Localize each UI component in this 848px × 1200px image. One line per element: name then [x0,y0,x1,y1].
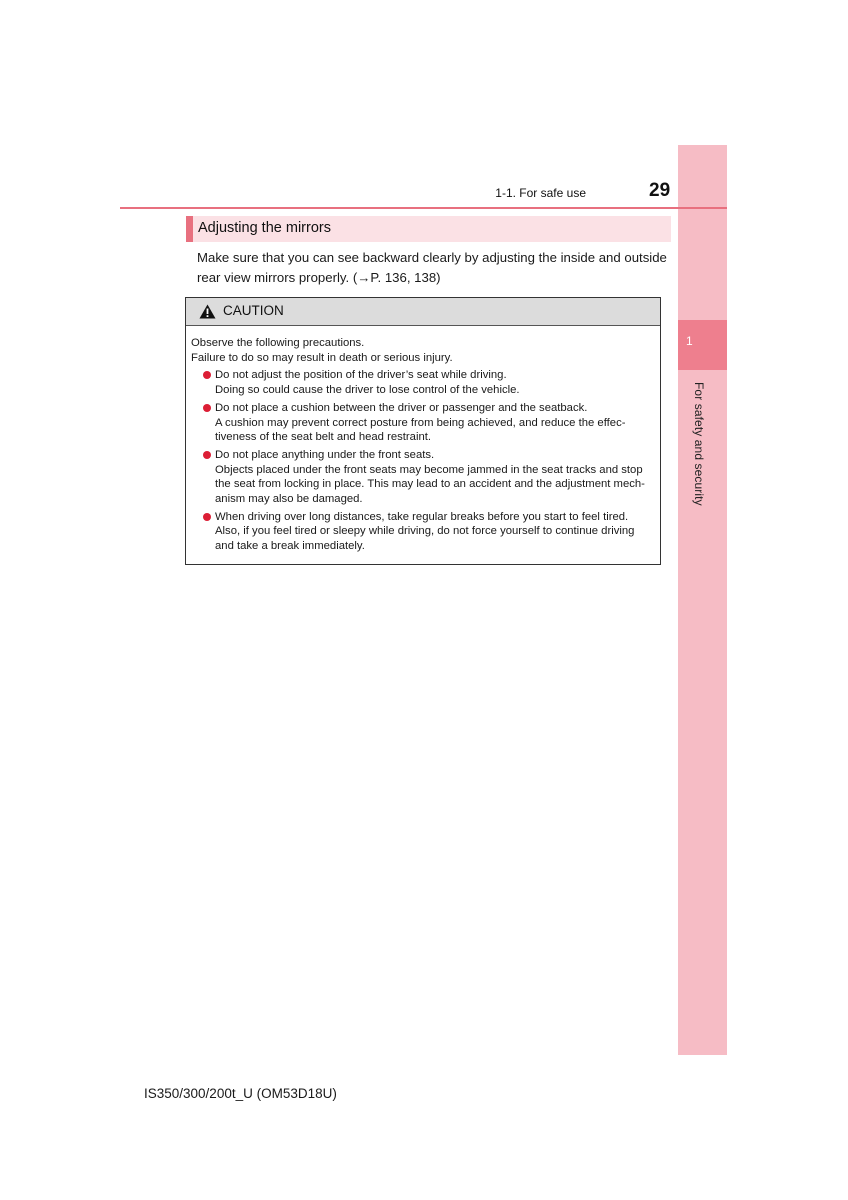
caution-item [191,448,657,507]
caution-intro-line: Failure to do so may result in death or serious injury. [191,351,453,364]
caution-item [191,401,657,445]
section-heading-bar [186,216,193,242]
caution-item-line: and take a break immediately. [215,540,365,553]
section-heading [186,216,671,242]
caution-box [185,297,661,565]
caution-item-line: Do not adjust the position of the driver’s seat while driving. [215,369,507,382]
header-rule [120,207,727,209]
caution-intro-line: Observe the following precautions. [191,337,365,349]
caution-list [191,368,657,553]
running-header-section: 1-1. For safe use [495,186,586,200]
caution-item-line: tiveness of the seat belt and head restraint. [215,431,432,444]
chapter-number: 1 [686,334,693,348]
caution-item-line: Do not place a cushion between the driver or passenger and the seatback. [215,401,588,414]
caution-item-line: Do not place anything under the front seats. [215,448,435,461]
section-intro-line: Make sure that you can see backward clearly by adjusting the inside and outside [197,250,667,265]
caution-item-line: Doing so could cause the driver to lose control of the vehicle. [215,384,520,397]
chapter-side-tab [678,145,727,1055]
section-intro-line: rear view mirrors properly. (→P. 136, 138) [197,270,441,285]
bullet-dot-icon [203,404,211,412]
caution-item-line: A cushion may prevent correct posture from being achieved, and reduce the effec- [215,416,626,429]
bullet-dot-icon [203,371,211,379]
warning-triangle-icon [199,304,216,319]
bullet-dot-icon [203,513,211,521]
caution-item-line: When driving over long distances, take regular breaks before you start to feel tired. [215,510,629,523]
caution-item-line: Also, if you feel tired or sleepy while driving, do not force yourself to continue driving [215,525,635,538]
caution-item-line: anism may also be damaged. [215,493,363,506]
section-intro [197,248,667,288]
caution-item-line: the seat from locking in place. This may lead to an accident and the adjustment mech- [215,478,645,491]
section-title: Adjusting the mirrors [198,220,331,236]
page-number: 29 [649,180,671,201]
footer-model-code: IS350/300/200t_U (OM53D18U) [144,1086,337,1101]
caution-title: CAUTION [223,303,284,318]
caution-item [191,510,657,554]
caution-body [191,336,657,557]
caution-header [186,298,660,326]
chapter-number-tab[interactable] [678,320,727,370]
chapter-title-vertical: For safety and security [692,382,706,506]
caution-item [191,368,657,397]
caution-item-line: Objects placed under the front seats may become jammed in the seat tracks and stop [215,463,643,476]
bullet-dot-icon [203,451,211,459]
